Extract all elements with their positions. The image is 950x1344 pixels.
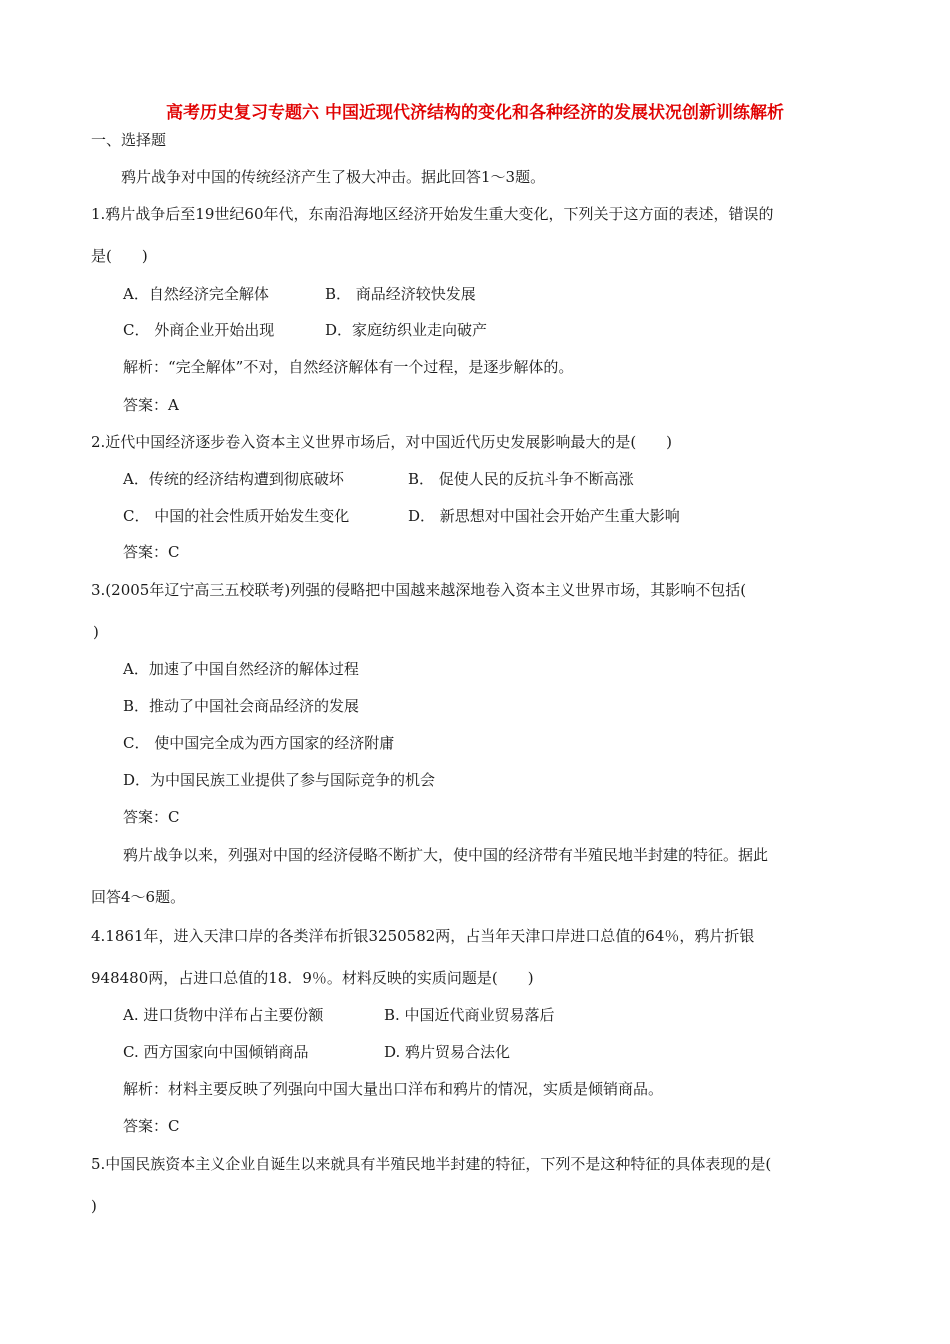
question-5-stem-cont: ) (91, 1197, 97, 1215)
question-2-option-d: D． 新思想对中国社会开始产生重大影响 (408, 507, 680, 525)
question-4-answer: 答案：C (123, 1117, 180, 1135)
question-2-option-c: C． 中国的社会性质开始发生变化 (123, 507, 350, 525)
question-3-answer: 答案：C (123, 808, 180, 826)
question-3-option-a: A．加速了中国自然经济的解体过程 (123, 660, 359, 678)
question-1-stem-cont: 是( ) (91, 247, 148, 265)
question-2-option-b: B． 促使人民的反抗斗争不断高涨 (408, 470, 634, 488)
question-4-stem-cont: 948480两，占进口总值的18．9％。材料反映的实质问题是( ) (91, 969, 534, 987)
question-1-option-c: C． 外商企业开始出现 (123, 321, 275, 339)
question-4-option-d: D. 鸦片贸易合法化 (384, 1043, 511, 1061)
intro-paragraph-2: 鸦片战争以来，列强对中国的经济侵略不断扩大，使中国的经济带有半殖民地半封建的特征。据此 (123, 846, 769, 864)
question-3-stem: 3.(2005年辽宁高三五校联考)列强的侵略把中国越来越深地卷入资本主义世界市场，其影响不包括( (91, 581, 747, 599)
question-1-option-a: A．自然经济完全解体 (123, 285, 269, 303)
document-title: 高考历史复习专题六 中国近现代济结构的变化和各种经济的发展状况创新训练解析 (166, 103, 784, 123)
question-4-option-b: B. 中国近代商业贸易落后 (384, 1006, 555, 1024)
question-1-stem: 1.鸦片战争后至19世纪60年代，东南沿海地区经济开始发生重大变化，下列关于这方面的表述，错误的 (91, 205, 774, 223)
intro-paragraph-1: 鸦片战争对中国的传统经济产生了极大冲击。据此回答1～3题。 (121, 168, 546, 186)
intro-paragraph-2-cont: 回答4～6题。 (91, 888, 186, 906)
question-3-option-c: C． 使中国完全成为西方国家的经济附庸 (123, 734, 395, 752)
question-4-analysis: 解析：材料主要反映了列强向中国大量出口洋布和鸦片的情况，实质是倾销商品。 (123, 1080, 664, 1098)
question-4-stem: 4.1861年，进入天津口岸的各类洋布折银3250582两，占当年天津口岸进口总值的64％，鸦片折银 (91, 927, 755, 945)
question-2-option-a: A．传统的经济结构遭到彻底破坏 (123, 470, 344, 488)
question-1-analysis: 解析：“完全解体”不对，自然经济解体有一个过程，是逐步解体的。 (123, 358, 574, 376)
question-1-answer: 答案：A (123, 396, 179, 414)
question-2-answer: 答案：C (123, 543, 180, 561)
question-3-option-d: D．为中国民族工业提供了参与国际竞争的机会 (123, 771, 436, 789)
question-5-stem: 5.中国民族资本主义企业自诞生以来就具有半殖民地半封建的特征，下列不是这种特征的具体表现的是( (91, 1155, 772, 1173)
question-3-option-b: B．推动了中国社会商品经济的发展 (123, 697, 360, 715)
question-1-option-b: B． 商品经济较快发展 (325, 285, 476, 303)
section-heading: 一、选择题 (91, 131, 167, 149)
question-2-stem: 2.近代中国经济逐步卷入资本主义世界市场后，对中国近代历史发展影响最大的是( ) (91, 433, 673, 451)
question-1-option-d: D．家庭纺织业走向破产 (325, 321, 488, 339)
question-4-option-c: C. 西方国家向中国倾销商品 (123, 1043, 309, 1061)
question-4-option-a: A. 进口货物中洋布占主要份额 (123, 1006, 324, 1024)
question-3-stem-cont: ) (93, 623, 99, 641)
